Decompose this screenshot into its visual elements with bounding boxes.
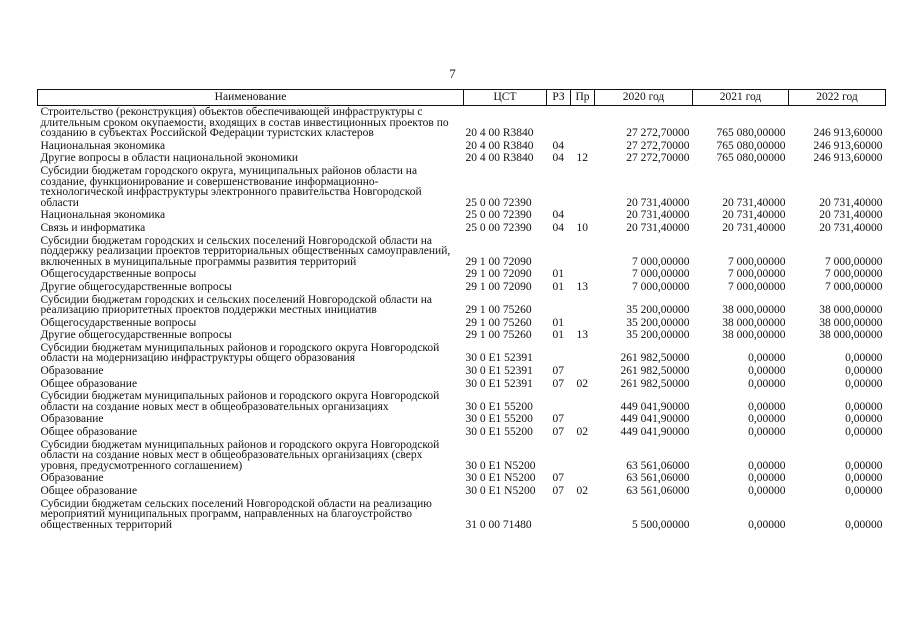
row-name: Образование xyxy=(40,472,104,485)
row-2021: 0,00000 xyxy=(748,377,786,390)
row-pr xyxy=(571,106,595,140)
table-row xyxy=(38,317,886,330)
row-2020: 63 561,06000 xyxy=(626,485,690,497)
row-2022: 0,00000 xyxy=(845,518,883,531)
row-cst: 29 1 00 72090 xyxy=(465,280,532,293)
row-2022: 246 913,60000 xyxy=(813,139,883,152)
row-2022: 0,00000 xyxy=(845,365,883,378)
row-2020: 7 000,00000 xyxy=(632,268,690,281)
row-2022: 7 000,00000 xyxy=(825,268,883,281)
table-row xyxy=(38,426,886,439)
row-rz: 07 xyxy=(552,485,564,497)
row-pr xyxy=(571,268,595,281)
row-rz: 01 xyxy=(552,280,564,293)
table-row xyxy=(38,140,886,153)
row-2020: 20 731,40000 xyxy=(626,209,690,222)
table-header xyxy=(38,90,886,106)
row-cst: 29 1 00 72090 xyxy=(465,255,532,268)
row-rz: 04 xyxy=(552,152,564,165)
row-2021: 20 731,40000 xyxy=(722,209,786,222)
row-rz: 04 xyxy=(552,139,564,152)
table-row xyxy=(38,485,886,498)
row-pr: 02 xyxy=(576,485,588,497)
row-2020: 261 982,50000 xyxy=(620,352,690,365)
row-name: Другие общегосударственные вопросы xyxy=(40,329,232,342)
row-pr xyxy=(571,472,595,485)
row-rz xyxy=(547,235,571,269)
row-2021: 7 000,00000 xyxy=(728,280,786,293)
row-rz: 07 xyxy=(552,365,564,378)
row-2021: 20 731,40000 xyxy=(722,196,786,209)
row-rz: 04 xyxy=(552,221,564,234)
row-2021: 765 080,00000 xyxy=(716,139,786,152)
row-name: Общегосударственные вопросы xyxy=(40,316,197,329)
row-rz xyxy=(547,342,571,365)
row-rz: 01 xyxy=(552,316,564,329)
row-2022: 0,00000 xyxy=(845,426,883,439)
row-pr xyxy=(571,235,595,269)
row-pr xyxy=(571,342,595,365)
page-number: 7 xyxy=(449,66,456,81)
row-2020: 449 041,90000 xyxy=(620,400,690,413)
row-name: Субсидии бюджетам муниципальных районов и городского округа Новгородской области на создание новых мест в общеобразовательных организациях (сверх уровня, предусмотренного соглашением) xyxy=(40,438,440,472)
row-rz: 07 xyxy=(552,377,564,390)
table-row xyxy=(38,152,886,165)
row-cst: 29 1 00 72090 xyxy=(465,268,532,281)
row-2020: 449 041,90000 xyxy=(620,413,690,426)
row-2022: 38 000,00000 xyxy=(819,316,883,329)
row-cst: 20 4 00 R3840 xyxy=(465,127,534,140)
row-rz xyxy=(547,390,571,413)
row-name: Общее образование xyxy=(40,377,138,390)
row-pr xyxy=(571,439,595,473)
row-2021: 0,00000 xyxy=(748,518,786,531)
row-2021: 38 000,00000 xyxy=(722,316,786,329)
row-name: Другие вопросы в области национальной экономики xyxy=(40,152,299,165)
row-2020: 261 982,50000 xyxy=(620,365,690,378)
row-2020: 7 000,00000 xyxy=(632,255,690,268)
header-2020: 2020 год xyxy=(595,90,693,106)
row-2020: 261 982,50000 xyxy=(620,377,690,390)
header-row xyxy=(38,90,886,106)
row-cst: 30 0 E1 N5200 xyxy=(465,459,536,472)
row-name: Образование xyxy=(40,365,104,378)
row-cst: 30 0 E1 N5200 xyxy=(465,485,536,497)
header-name: Наименование xyxy=(38,90,464,106)
row-pr xyxy=(571,165,595,209)
row-2021: 0,00000 xyxy=(748,413,786,426)
header-rz: РЗ xyxy=(547,90,571,106)
row-name: Субсидии бюджетам муниципальных районов и городского округа Новгородской области на создание новых мест в общеобразовательных организациях xyxy=(40,390,440,413)
row-cst: 30 0 E1 55200 xyxy=(465,426,533,439)
row-rz: 04 xyxy=(552,209,564,222)
row-rz xyxy=(547,106,571,140)
table-row xyxy=(38,165,886,209)
row-name: Общее образование xyxy=(40,426,138,439)
row-2021: 38 000,00000 xyxy=(722,329,786,342)
row-pr xyxy=(571,294,595,317)
row-rz xyxy=(547,439,571,473)
row-pr: 02 xyxy=(576,377,588,390)
row-cst: 20 4 00 R3840 xyxy=(465,152,534,165)
table-row xyxy=(38,329,886,342)
row-2020: 27 272,70000 xyxy=(626,152,690,165)
row-cst: 30 0 E1 52391 xyxy=(465,377,533,390)
row-2022: 7 000,00000 xyxy=(825,280,883,293)
row-pr xyxy=(571,317,595,330)
row-cst: 30 0 E1 N5200 xyxy=(465,472,536,485)
row-pr xyxy=(571,390,595,413)
table-row xyxy=(38,209,886,222)
row-2022: 20 731,40000 xyxy=(819,196,883,209)
row-2020: 20 731,40000 xyxy=(626,221,690,234)
table-row xyxy=(38,268,886,281)
row-2021: 0,00000 xyxy=(748,426,786,439)
row-cst: 31 0 00 71480 xyxy=(465,518,532,531)
row-2020: 35 200,00000 xyxy=(626,304,690,317)
table-row xyxy=(38,106,886,140)
row-cst: 29 1 00 75260 xyxy=(465,316,532,329)
row-2022: 38 000,00000 xyxy=(819,304,883,317)
row-pr: 13 xyxy=(576,329,588,342)
row-2021: 765 080,00000 xyxy=(716,152,786,165)
row-pr xyxy=(571,365,595,378)
table-row xyxy=(38,281,886,294)
table-row xyxy=(38,413,886,426)
row-name: Связь и информатика xyxy=(40,221,146,234)
table-body xyxy=(38,106,886,532)
row-name: Субсидии бюджетам городских и сельских поселений Новгородской области на поддержку реализации проектов территориальных общественных самоуправлений, включенных в муниципальные программы развития территорий xyxy=(40,234,451,268)
budget-table xyxy=(37,89,886,531)
row-pr: 12 xyxy=(576,152,588,165)
row-name: Строительство (реконструкция) объектов обеспечивающей инфраструктуры с длительным сроком окупаемости, входящих в состав инвестиционных проектов по созданию в субъектах Российской Федерации туристских кластеров xyxy=(40,106,449,140)
table-row xyxy=(38,365,886,378)
row-rz xyxy=(547,165,571,209)
row-name: Национальная экономика xyxy=(40,209,166,222)
row-2022: 0,00000 xyxy=(845,413,883,426)
table-row xyxy=(38,222,886,235)
header-2021: 2021 год xyxy=(693,90,789,106)
row-pr: 10 xyxy=(576,221,588,234)
table-row xyxy=(38,342,886,365)
row-2021: 0,00000 xyxy=(748,485,786,497)
row-pr: 13 xyxy=(576,280,588,293)
row-name: Другие общегосударственные вопросы xyxy=(40,280,232,293)
row-2021: 7 000,00000 xyxy=(728,255,786,268)
row-cst: 30 0 E1 55200 xyxy=(465,413,533,426)
row-2020: 20 731,40000 xyxy=(626,196,690,209)
table-row xyxy=(38,472,886,485)
table-row xyxy=(38,439,886,473)
row-2022: 0,00000 xyxy=(845,485,883,497)
row-cst: 29 1 00 75260 xyxy=(465,329,532,342)
row-cst: 30 0 E1 52391 xyxy=(465,352,533,365)
row-name: Субсидии бюджетам городских и сельских поселений Новгородской области на реализацию приоритетных проектов поддержки местных инициатив xyxy=(40,293,433,317)
row-2021: 765 080,00000 xyxy=(716,127,786,140)
table-row xyxy=(38,294,886,317)
table-row xyxy=(38,390,886,413)
row-cst: 29 1 00 75260 xyxy=(465,304,532,317)
row-2020: 5 500,00000 xyxy=(632,518,690,531)
row-name: Общее образование xyxy=(40,485,138,497)
row-pr xyxy=(571,140,595,153)
row-2022: 20 731,40000 xyxy=(819,209,883,222)
row-2022: 7 000,00000 xyxy=(825,255,883,268)
row-rz xyxy=(547,498,571,532)
row-2020: 449 041,90000 xyxy=(620,426,690,439)
row-2022: 38 000,00000 xyxy=(819,329,883,342)
row-name: Образование xyxy=(40,413,104,426)
row-rz: 07 xyxy=(552,413,564,426)
header-pr: Пр xyxy=(571,90,595,106)
row-cst: 20 4 00 R3840 xyxy=(465,139,534,152)
row-name: Субсидии бюджетам сельских поселений Новгородской области на реализацию мероприятий муниципальных программ, направленных на благоустройство общественных территорий xyxy=(40,497,432,531)
row-rz: 07 xyxy=(552,426,564,439)
row-2022: 0,00000 xyxy=(845,472,883,485)
row-rz xyxy=(547,294,571,317)
row-2022: 246 913,60000 xyxy=(813,152,883,165)
row-name: Субсидии бюджетам городского округа, муниципальных районов области на создание, функционирование и совершенствование информационно-технологической инфраструктуры электронного правительства Новгородской области xyxy=(40,164,422,209)
row-rz: 01 xyxy=(552,268,564,281)
row-2021: 20 731,40000 xyxy=(722,221,786,234)
row-cst: 25 0 00 72390 xyxy=(465,221,532,234)
row-cst: 25 0 00 72390 xyxy=(465,196,532,209)
row-2020: 63 561,06000 xyxy=(626,459,690,472)
row-2020: 35 200,00000 xyxy=(626,329,690,342)
row-2021: 7 000,00000 xyxy=(728,268,786,281)
row-2022: 0,00000 xyxy=(845,352,883,365)
row-2021: 0,00000 xyxy=(748,459,786,472)
row-2022: 246 913,60000 xyxy=(813,127,883,140)
row-2021: 0,00000 xyxy=(748,352,786,365)
row-pr: 02 xyxy=(576,426,588,439)
row-name: Субсидии бюджетам муниципальных районов и городского округа Новгородской области на модернизацию инфраструктуры общего образования xyxy=(40,341,440,365)
row-cst: 25 0 00 72390 xyxy=(465,209,532,222)
row-2020: 7 000,00000 xyxy=(632,280,690,293)
row-2020: 27 272,70000 xyxy=(626,139,690,152)
row-cst: 30 0 E1 55200 xyxy=(465,400,533,413)
table-row xyxy=(38,235,886,269)
row-2021: 38 000,00000 xyxy=(722,304,786,317)
row-2020: 35 200,00000 xyxy=(626,316,690,329)
row-cst: 30 0 E1 52391 xyxy=(465,365,533,378)
header-cst: ЦСТ xyxy=(464,90,547,106)
row-rz: 07 xyxy=(552,472,564,485)
row-2021: 0,00000 xyxy=(748,472,786,485)
row-pr xyxy=(571,498,595,532)
row-2022: 0,00000 xyxy=(845,377,883,390)
row-2020: 27 272,70000 xyxy=(626,127,690,140)
row-2022: 0,00000 xyxy=(845,459,883,472)
row-2022: 20 731,40000 xyxy=(819,221,883,234)
table-row xyxy=(38,498,886,532)
row-name: Национальная экономика xyxy=(40,139,166,152)
row-2021: 0,00000 xyxy=(748,400,786,413)
table-row xyxy=(38,378,886,391)
row-pr xyxy=(571,209,595,222)
header-2022: 2022 год xyxy=(789,90,886,106)
row-rz: 01 xyxy=(552,329,564,342)
row-name: Общегосударственные вопросы xyxy=(40,268,197,281)
row-2021: 0,00000 xyxy=(748,365,786,378)
row-2022: 0,00000 xyxy=(845,400,883,413)
row-2020: 63 561,06000 xyxy=(626,472,690,485)
row-pr xyxy=(571,413,595,426)
